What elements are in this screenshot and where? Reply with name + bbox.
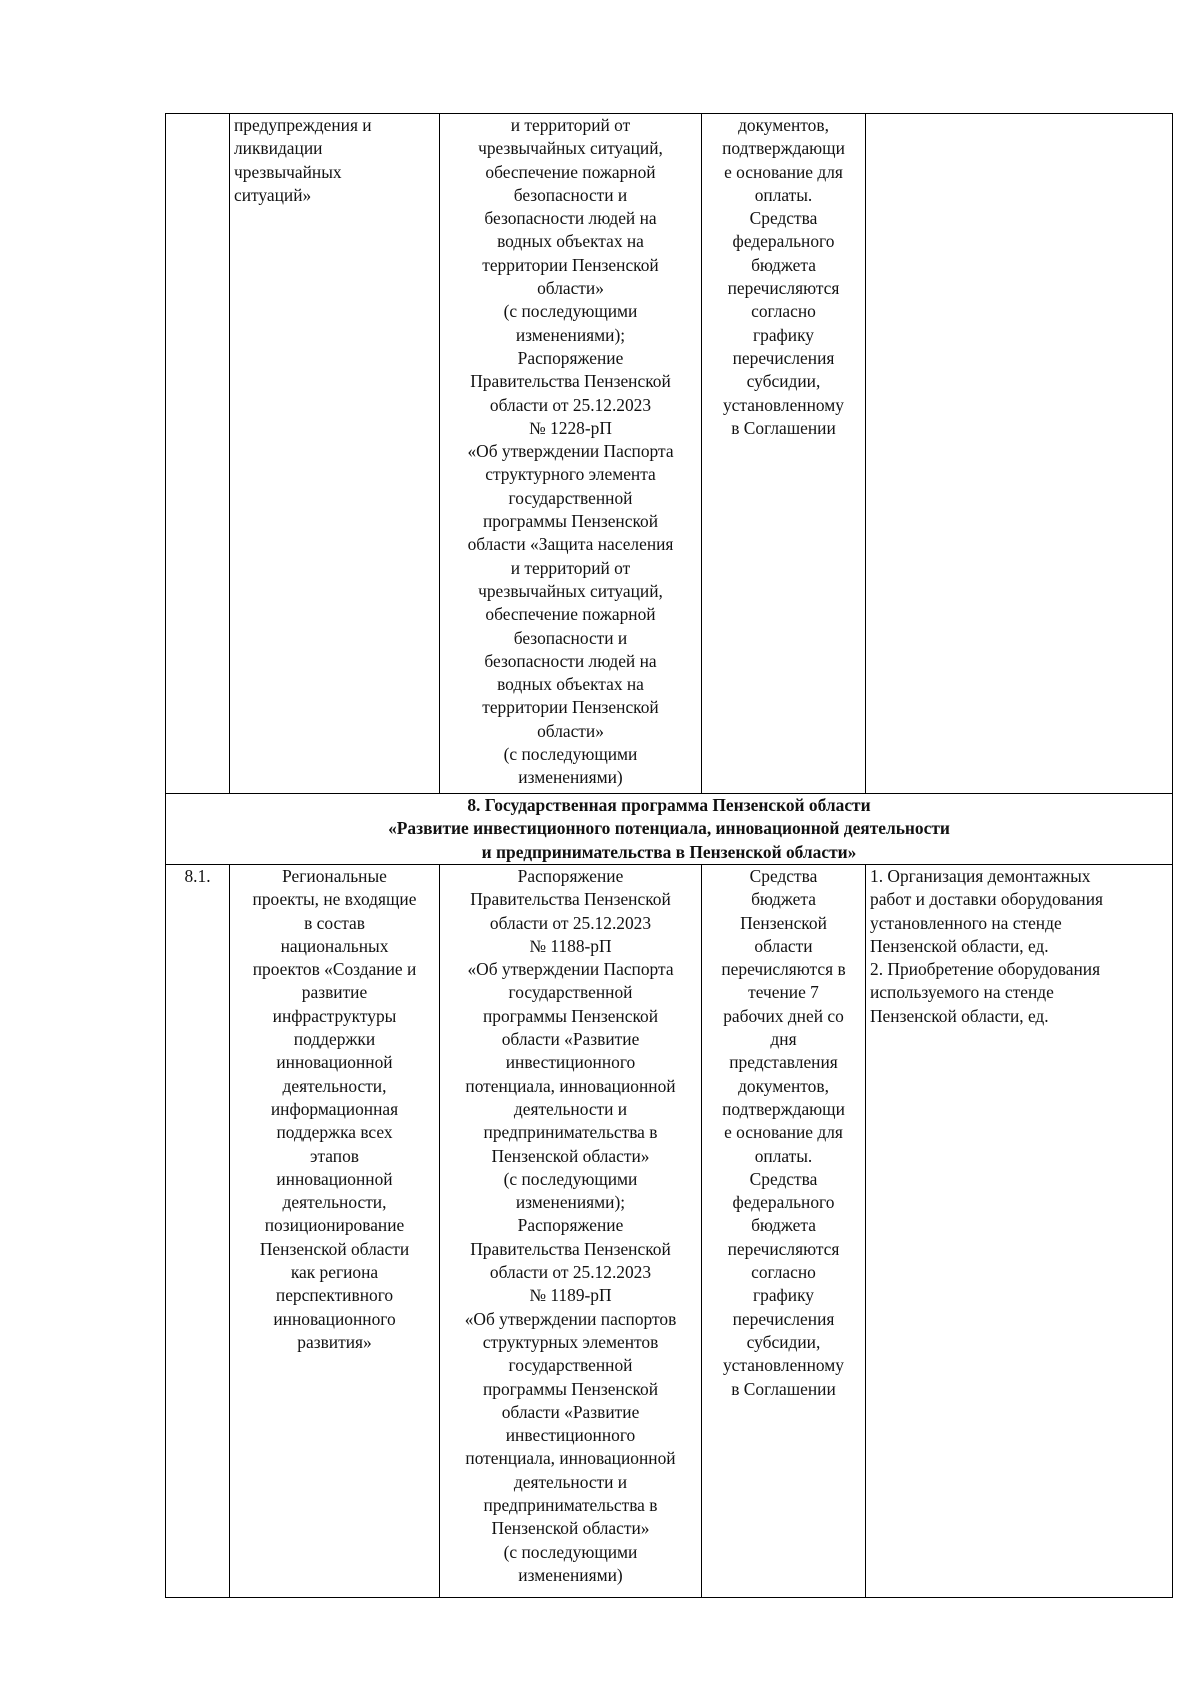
cell-legal-basis [440,865,702,1598]
text-line: потенциала, инновационной [465,1448,676,1469]
text-line: безопасности людей на [484,208,657,229]
text-line: предпринимательства в [483,1495,658,1516]
text-line: «Об утверждении паспортов [464,1308,677,1329]
section-title [166,794,1173,865]
text-line: изменениями); [515,1192,626,1213]
text-line: области от 25.12.2023 [489,1262,652,1283]
text-line: водных объектах на [497,674,644,695]
text-line: «Об утверждении Паспорта [467,959,674,980]
text-line: поддержки [293,1029,376,1050]
text-line: Средства [749,866,818,886]
text-line: инновационной [276,1168,393,1189]
text-line: государственной [508,487,633,508]
text-line: чрезвычайных [234,161,342,182]
text-line: подтверждающи [722,1098,845,1119]
text-line: деятельности, [282,1075,387,1096]
text-line: изменениями) [518,1564,623,1585]
text-line: Пензенской области [259,1238,410,1259]
text-line: обеспечение пожарной [485,604,656,625]
text-line: области «Развитие [501,1401,640,1422]
text-line: обеспечение пожарной [485,161,656,182]
text-line: области «Защита населения [467,534,674,555]
text-line: дня [770,1029,797,1050]
text-line: перечисляются в [721,959,846,980]
cell-event-name [230,865,440,1598]
section-header-row [166,794,1173,865]
text-line: инвестиционного [505,1425,636,1446]
text-line: установленному [722,1355,844,1376]
text-line: «Об утверждении Паспорта [467,441,674,462]
text-line: инновационной [276,1052,393,1073]
text-line: предупреждения и [234,115,372,135]
text-line: перечисления [732,1308,835,1329]
cell-results [866,114,1173,794]
text-line: Пензенской области» [491,1518,650,1539]
text-line: используемого на стенде [870,982,1054,1003]
text-line: Средства [749,208,818,229]
text-line: перечисления [732,347,835,368]
text-line: Пензенской области, ед. [870,1005,1049,1026]
text-line: 2. Приобретение оборудования [870,959,1101,980]
text-line: субсидии, [746,371,821,392]
text-line: Региональные [282,866,387,886]
text-line: программы Пензенской [482,1378,659,1399]
text-line: как региона [290,1262,379,1283]
text-line: безопасности и [513,184,628,205]
text-line: федерального [732,1192,835,1213]
cell-legal-basis [440,114,702,794]
text-line: федерального [732,231,835,252]
text-line: (с последующими [503,301,638,322]
text-line: Пензенской области» [491,1145,650,1166]
text-line: безопасности людей на [484,650,657,671]
text-line: и предпринимательства в Пензенской области» [481,841,857,862]
text-line: в Соглашении [731,417,836,438]
text-line: области» [537,720,604,741]
text-line: 1. Организация демонтажных [870,866,1091,886]
cell-number [166,114,230,794]
text-line: бюджета [751,1215,816,1236]
text-line: области» [537,278,604,299]
text-line: графику [752,324,815,345]
text-line: установленному [722,394,844,415]
text-line: Правительства Пензенской [470,889,671,910]
text-line: (с последующими [503,1168,638,1189]
text-line: безопасности и [513,627,628,648]
text-line: территории Пензенской [482,254,659,275]
text-line: установленного на стенде [870,912,1062,933]
text-line: проекты, не входящие [252,889,417,910]
text-line: развития» [297,1331,372,1352]
subsidy-table [165,113,1173,1598]
text-line: инновационного [273,1308,396,1329]
text-line: Средства [749,1168,818,1189]
text-line: области [754,935,813,956]
text-line: оплаты. [754,184,813,205]
text-line: Правительства Пензенской [470,371,671,392]
text-line: Пензенской [740,912,827,933]
text-line: развитие [301,982,368,1003]
text-line: чрезвычайных ситуаций, [478,138,663,159]
text-line: Правительства Пензенской [470,1238,671,1259]
text-line: области от 25.12.2023 [489,912,652,933]
text-line: области «Развитие [501,1029,640,1050]
text-line: перечисляются [727,278,840,299]
text-line: водных объектах на [497,231,644,252]
text-line: представления [729,1052,838,1073]
text-line: поддержка всех [276,1122,393,1143]
text-line: программы Пензенской [482,511,659,532]
text-line: бюджета [751,254,816,275]
text-line: области от 25.12.2023 [489,394,652,415]
text-line: Пензенской области, ед. [870,935,1049,956]
text-line: Распоряжение [517,347,624,368]
text-line: графику [752,1285,815,1306]
cell-results [866,865,1173,1598]
text-line: Распоряжение [517,866,624,886]
text-line: и территорий от [510,557,631,578]
text-line: ситуаций» [234,184,312,205]
text-line: е основание для [724,161,843,182]
text-line: проектов «Создание и [252,959,417,980]
text-line: (с последующими [503,744,638,765]
text-line: этапов [310,1145,359,1166]
text-line: потенциала, инновационной [465,1075,676,1096]
text-line: течение 7 [748,982,819,1003]
text-line: в Соглашении [731,1378,836,1399]
cell-event-name [230,114,440,794]
text-line: территории Пензенской [482,697,659,718]
text-line: перечисляются [727,1238,840,1259]
text-line: чрезвычайных ситуаций, [478,580,663,601]
text-line: информационная [270,1098,399,1119]
cell-transfer-terms [702,114,866,794]
text-line: «Развитие инвестиционного потенциала, инновационной деятельности [388,818,950,839]
text-line: и территорий от [510,115,631,135]
text-line: национальных [280,935,389,956]
text-line: подтверждающи [722,138,845,159]
text-line: изменениями); [515,324,626,345]
text-line: документов, [738,115,829,135]
text-line: инфраструктуры [272,1005,397,1026]
text-line: субсидии, [746,1331,821,1352]
text-line: согласно [751,1262,816,1283]
text-line: в состав [304,912,365,933]
text-line: позиционирование [264,1215,405,1236]
text-line: изменениями) [518,767,623,788]
text-line: государственной [508,1355,633,1376]
text-line: инвестиционного [505,1052,636,1073]
text-line: № 1189-рП [529,1285,612,1306]
text-line: структурного элемента [485,464,656,485]
text-line: документов, [738,1075,829,1096]
text-line: оплаты. [754,1145,813,1166]
table-row-8-1 [166,865,1173,1598]
text-line: рабочих дней со [723,1005,844,1026]
text-line: е основание для [724,1122,843,1143]
text-line: № 1188-рП [529,935,612,956]
text-line: государственной [508,982,633,1003]
text-line: № 1228-рП [529,417,612,438]
text-line: Распоряжение [517,1215,624,1236]
cell-transfer-terms [702,865,866,1598]
text-line: деятельности и [513,1098,628,1119]
text-line: деятельности, [282,1192,387,1213]
text-line: деятельности и [513,1471,628,1492]
text-line: 8. Государственная программа Пензенской области [467,795,871,815]
table-row-continued [166,114,1173,794]
cell-number: 8.1. [166,865,230,1598]
text-line: предпринимательства в [483,1122,658,1143]
text-line: программы Пензенской [482,1005,659,1026]
text-line: работ и доставки оборудования [870,889,1104,910]
text-line: согласно [751,301,816,322]
text-line: структурных элементов [482,1331,659,1352]
text-line: (с последующими [503,1541,638,1562]
text-line: ликвидации [234,138,323,159]
text-line: бюджета [751,889,816,910]
text-line: перспективного [275,1285,394,1306]
